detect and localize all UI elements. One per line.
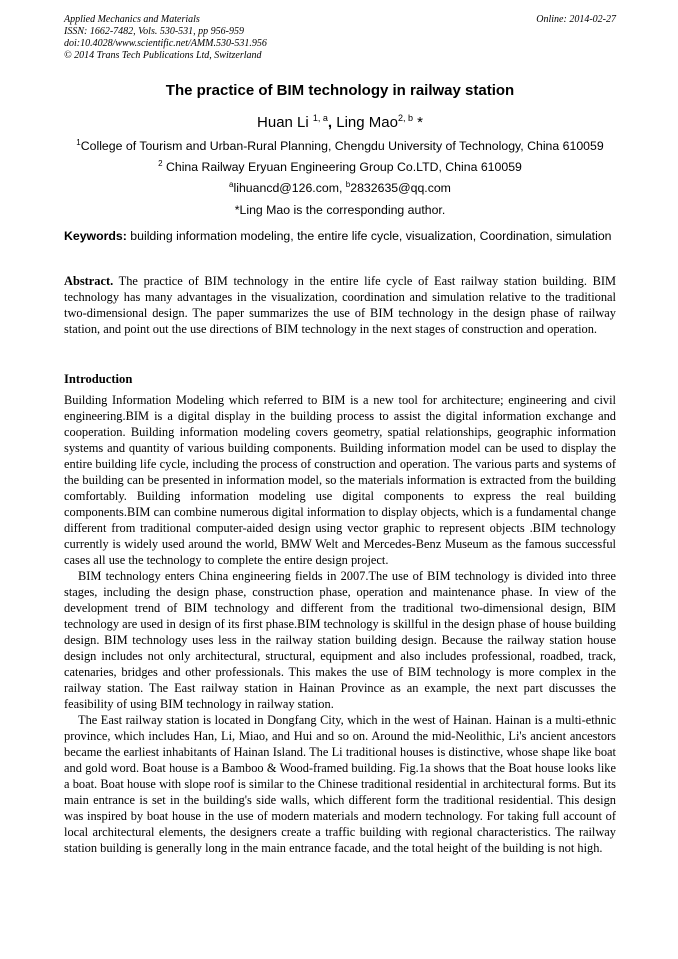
paper-title: The practice of BIM technology in railway station	[165, 82, 515, 99]
author-superscript: 2, b	[397, 113, 413, 123]
affiliation-2	[64, 160, 616, 175]
keywords-label: Keywords:	[64, 229, 127, 243]
paragraph: Building Information Modeling which referred to BIM is a new tool for architecture; engineering and civil engineering.BIM is a digital display in the building process to assist the digital information exchange and cooperation. Building information modeling covers geometry, spatial relationships, geographic information systems and quantity of various building components. Building information model can be used to display the entire building life cycle, including the process of construction and operation. The various parts and systems of the building can be presented in information model, so the materials information is extracted from the building comfortably. Building information modeling use digital components to express the real building components.BIM can combine numerous digital information to display objects, which is a fundamental change different from traditional computer-aided design using vector graphic to represent objects .BIM technology currently is widely used around the world, BMW Welt and Mercedes-Benz Museum as the famous successful cases all use the technology to complete the entire design project.	[64, 393, 616, 567]
email-marker: a	[229, 179, 234, 189]
section-heading-introduction: Introduction	[64, 372, 133, 386]
journal-name: Applied Mechanics and Materials	[64, 14, 200, 25]
affiliation-marker: 1	[76, 137, 81, 147]
corresponding-author-note: *Ling Mao is the corresponding author.	[234, 203, 446, 217]
introduction-body	[64, 392, 616, 856]
author-separator: ,	[327, 114, 333, 131]
paragraph: The East railway station is located in Dongfang City, which in the west of Hainan. Hainan is a multi-ethnic province, which includes Han, Li, Miao, and Hui and so on. Around the mid-Neolithic, Li's ancient ancestors became the earliest inhabitants of Hainan Island. The Li traditional houses is distinctive, whose shape like boat and gold word. Boat house is a Bamboo & Wood-framed building. Fig.1a shows that the Boat house looks like a boat. Boat house with slope roof is similar to the Chinese traditional residential in architectural forms. But its main entrance is set in the building's side walls, which different form the traditional residential. This design was inspired by boat house in the use of modern materials and modern technology. For taking full account of local architectural elements, the designers create a traffic building with regional characteristics. The railway station building is generally long in the main entrance facade, and the total height of the building is not high.	[64, 713, 616, 855]
keywords-text: building information modeling, the entire life cycle, visualization, Coordination, simulation	[126, 229, 612, 243]
author-line	[64, 114, 616, 132]
affiliation-text: College of Tourism and Urban-Rural Planning, Chengdu University of Technology, China 610059	[80, 139, 604, 153]
online-date: Online: 2014-02-27	[536, 14, 616, 25]
doi-line: doi:10.4028/www.scientific.net/AMM.530-531.956	[64, 38, 267, 49]
paragraph: BIM technology enters China engineering fields in 2007.The use of BIM technology is divided into three stages, including the design phase, construction phase, operation and maintenance phase. In view of the development trend of BIM technology and different from the traditional two-dimensional design, BIM technology are used in design of its first phase.BIM technology is skillful in the design phase of house building design. BIM technology uses less in the railway station building design. Because the railway station house design includes not only architectural, structural, equipment and also includes professional, roadbed, track, catenaries, bridges and other professionals. This makes the use of BIM technology is more complex in the railway station. The East railway station in Hainan Province as an example, the next part discusses the feasibility of using BIM technology in railway station.	[64, 569, 616, 711]
copyright-line: © 2014 Trans Tech Publications Ltd, Switzerland	[64, 50, 262, 61]
affiliation-marker: 2	[158, 158, 163, 168]
keywords	[64, 229, 616, 244]
author-name: Huan Li	[257, 114, 309, 131]
author-superscript: 1, a	[312, 113, 328, 123]
email-address: lihuancd@126.com,	[233, 181, 346, 195]
affiliation-text: China Railway Eryuan Engineering Group Co.LTD, China 610059	[162, 160, 522, 174]
email-address: 2832635@qq.com	[350, 181, 451, 195]
abstract-text: The practice of BIM technology in the entire life cycle of East railway station building. BIM technology has many advantages in the visualization, coordination and simulation relative to the traditional two-dimensional design. The paper summarizes the use of BIM technology in the design phase of railway station, and point out the use directions of BIM technology in the next stages of construction and operation.	[64, 274, 616, 336]
corresponding-mark: *	[412, 114, 423, 131]
email-marker: b	[345, 179, 351, 189]
affiliation-1	[64, 139, 616, 154]
author-name: Ling Mao	[332, 114, 398, 131]
abstract	[64, 273, 616, 337]
issn-line: ISSN: 1662-7482, Vols. 530-531, pp 956-959	[64, 26, 244, 37]
journal-header	[64, 14, 616, 62]
email-line	[64, 181, 616, 196]
abstract-label: Abstract.	[64, 274, 114, 288]
